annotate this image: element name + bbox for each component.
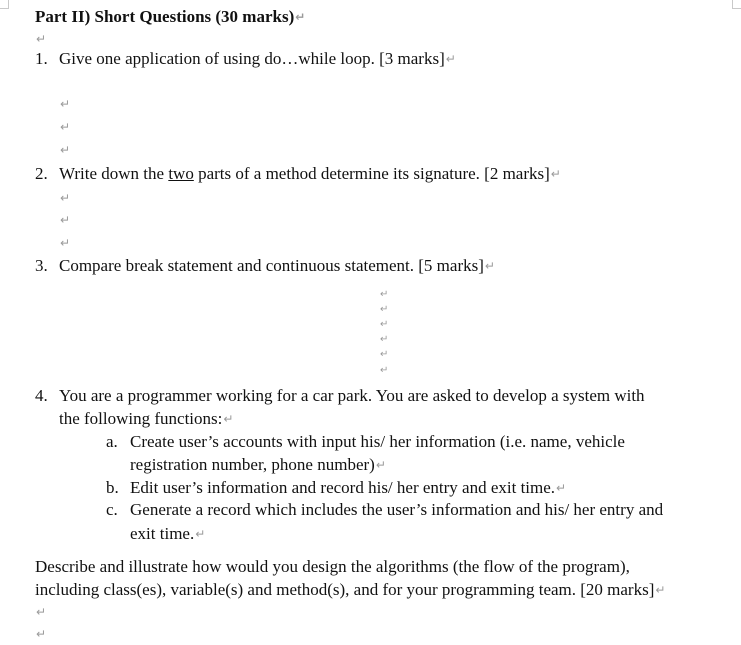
paragraph-mark: ↵ [60,97,71,111]
empty-paragraph [35,28,46,50]
underlined-word: two [168,164,194,183]
describe-paragraph-continued: including class(es), variable(s) and method(s), and for your programming team. [20 marks]↵ [35,580,666,599]
question-1: 1. Give one application of using do…while loop. [3 marks]↵ [35,49,456,68]
question-4-continued: the following functions:↵ [59,409,234,428]
empty-paragraph [379,331,388,347]
paragraph-mark: ↵ [375,458,386,472]
paragraph-mark: ↵ [195,527,206,541]
paragraph-mark: ↵ [380,365,389,376]
empty-paragraph [59,139,70,161]
paragraph-mark: ↵ [36,605,47,619]
paragraph-mark: ↵ [655,583,666,597]
question-3: 3. Compare break statement and continuous statement. [5 marks]↵ [35,256,495,275]
question-2: 2. Write down the two parts of a method determine its signature. [2 marks]↵ [35,164,561,183]
paragraph-mark: ↵ [380,349,389,360]
paragraph-mark: ↵ [60,213,71,227]
empty-paragraph [379,301,388,317]
section-heading: Part II) Short Questions (30 marks)↵ [35,7,306,26]
paragraph-mark: ↵ [380,334,389,345]
question-4: 4. You are a programmer working for a car park. You are asked to develop a system with [35,386,645,405]
paragraph-mark: ↵ [223,412,234,426]
paragraph-mark: ↵ [445,52,456,66]
list-item-c: c. Generate a record which includes the user’s information and his/ her entry and [106,500,664,519]
empty-paragraph [379,362,388,378]
paragraph-mark: ↵ [60,120,71,134]
list-item-a-continued: registration number, phone number)↵ [130,455,386,474]
paragraph-mark: ↵ [60,191,71,205]
paragraph-mark: ↵ [550,167,561,181]
empty-paragraph [59,187,70,209]
paragraph-mark: ↵ [60,236,71,250]
describe-paragraph: Describe and illustrate how would you design the algorithms (the flow of the program), [35,557,630,576]
empty-paragraph [379,346,388,362]
paragraph-mark: ↵ [36,627,47,641]
paragraph-mark: ↵ [380,304,389,315]
margin-corner-marker-left [0,0,9,9]
paragraph-mark: ↵ [60,143,71,157]
list-item-b: b. Edit user’s information and record his/ her entry and exit time.↵ [106,478,567,497]
empty-paragraph [59,232,70,254]
empty-paragraph [35,623,46,645]
empty-paragraph [59,116,70,138]
paragraph-mark: ↵ [380,319,389,330]
paragraph-mark: ↵ [380,289,389,300]
paragraph-mark: ↵ [295,10,306,24]
paragraph-mark: ↵ [556,481,567,495]
paragraph-mark: ↵ [484,259,495,273]
empty-paragraph [379,316,388,332]
empty-paragraph [35,601,46,623]
margin-corner-marker-right [732,0,741,9]
paragraph-mark: ↵ [36,32,47,46]
empty-paragraph [59,209,70,231]
list-item-a: a. Create user’s accounts with input his/ her information (i.e. name, vehicle [106,432,625,451]
list-item-c-continued: exit time.↵ [130,524,206,543]
empty-paragraph [59,93,70,115]
empty-paragraph [379,286,388,302]
